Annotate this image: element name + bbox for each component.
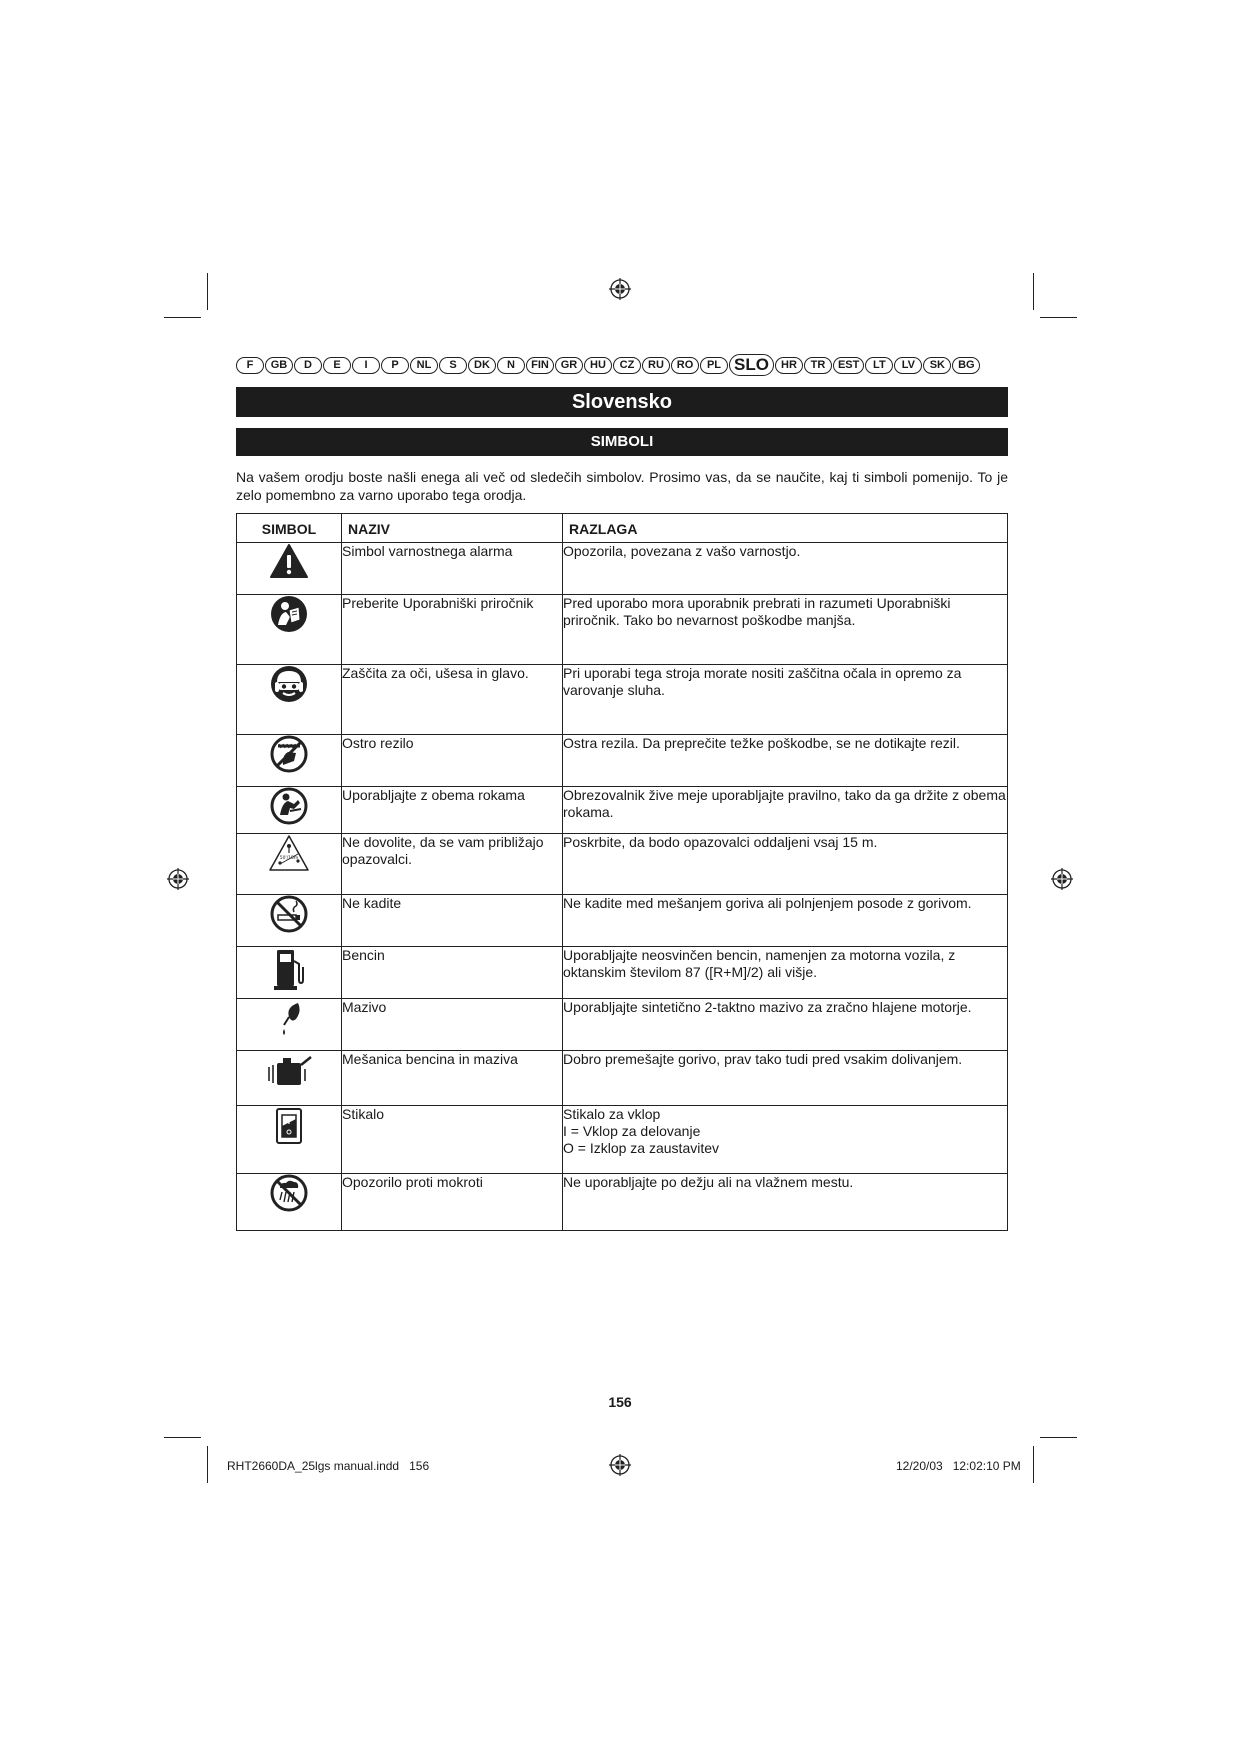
table-row <box>237 735 1008 787</box>
language-tab-gr[interactable]: GR <box>555 357 583 374</box>
header-symbol: SIMBOL <box>237 514 342 543</box>
language-tab-p[interactable]: P <box>381 357 409 374</box>
symbols-table <box>236 513 1008 1231</box>
crop-mark <box>207 273 208 310</box>
table-row <box>237 999 1008 1051</box>
language-tab-n[interactable]: N <box>497 357 525 374</box>
language-tab-dk[interactable]: DK <box>468 357 496 374</box>
language-tab-fin[interactable]: FIN <box>526 357 554 374</box>
symbol-cell <box>237 665 342 735</box>
symbol-cell <box>237 947 342 999</box>
crop-mark <box>1033 1446 1034 1483</box>
language-tab-ru[interactable]: RU <box>642 357 670 374</box>
symbol-name: Preberite Uporabniški priročnik <box>342 595 563 665</box>
language-tab-lv[interactable]: LV <box>894 357 922 374</box>
language-tab-hr[interactable]: HR <box>775 357 803 374</box>
crop-mark <box>1040 317 1077 318</box>
no-smoking-icon <box>270 895 308 933</box>
table-row <box>237 787 1008 834</box>
symbol-name: Bencin <box>342 947 563 999</box>
symbol-cell <box>237 1174 342 1231</box>
symbol-cell <box>237 787 342 834</box>
footer-filename: RHT2660DA_25lgs manual.indd 156 <box>227 1459 430 1473</box>
table-header-row <box>237 514 1008 543</box>
oil-drop-icon <box>272 999 306 1043</box>
language-tab-lt[interactable]: LT <box>865 357 893 374</box>
registration-mark-icon <box>609 278 631 300</box>
header-name: NAZIV <box>342 514 563 543</box>
symbol-name: Stikalo <box>342 1106 563 1174</box>
page-title: Slovensko <box>236 387 1008 417</box>
table-row <box>237 834 1008 895</box>
symbol-explanation <box>563 1106 1008 1174</box>
language-tab-nl[interactable]: NL <box>410 357 438 374</box>
footer-timestamp: 12/20/03 12:02:10 PM <box>896 1459 1021 1473</box>
crop-mark <box>207 1446 208 1483</box>
table-row <box>237 543 1008 595</box>
language-tab-hu[interactable]: HU <box>584 357 612 374</box>
switch-icon <box>274 1106 304 1146</box>
header-explanation: RAZLAGA <box>563 514 1008 543</box>
explanation-line: O = Izklop za zaustavitev <box>563 1140 720 1156</box>
table-row <box>237 665 1008 735</box>
symbol-name: Zaščita za oči, ušesa in glavo. <box>342 665 563 735</box>
table-row <box>237 895 1008 947</box>
registration-mark-icon <box>1051 868 1073 890</box>
symbol-explanation: Uporabljajte sintetično 2-taktno mazivo za zračno hlajene motorje. <box>563 999 1008 1051</box>
two-hands-icon <box>270 787 308 825</box>
warning-triangle-icon <box>269 543 309 579</box>
symbol-name: Ostro rezilo <box>342 735 563 787</box>
symbol-explanation: Pri uporabi tega stroja morate nositi zaščitna očala in opremo za varovanje sluha. <box>563 665 1008 735</box>
symbol-name: Ne dovolite, da se vam približajo opazovalci. <box>342 834 563 895</box>
symbol-name: Opozorilo proti mokroti <box>342 1174 563 1231</box>
language-tab-s[interactable]: S <box>439 357 467 374</box>
language-tab-tr[interactable]: TR <box>804 357 832 374</box>
symbol-explanation: Uporabljajte neosvinčen bencin, namenjen za motorna vozila, z oktanskim številom 87 ([R+M]/2) ali višje. <box>563 947 1008 999</box>
explanation-line: I = Vklop za delovanje <box>563 1123 701 1139</box>
crop-mark <box>1040 1437 1077 1438</box>
symbol-explanation: Obrezovalnik žive meje uporabljajte pravilno, tako da ga držite z obema rokama. <box>563 787 1008 834</box>
symbol-cell <box>237 735 342 787</box>
symbol-name: Mazivo <box>342 999 563 1051</box>
symbol-explanation: Pred uporabo mora uporabnik prebrati in razumeti Uporabniški priročnik. Tako bo nevarnost poškodbe manjša. <box>563 595 1008 665</box>
section-heading: SIMBOLI <box>236 428 1008 456</box>
symbol-explanation: Poskrbite, da bodo opazovalci oddaljeni vsaj 15 m. <box>563 834 1008 895</box>
table-row <box>237 595 1008 665</box>
symbol-cell <box>237 1106 342 1174</box>
registration-mark-icon <box>609 1454 631 1476</box>
language-tab-cz[interactable]: CZ <box>613 357 641 374</box>
table-row <box>237 1174 1008 1231</box>
language-tabs <box>236 355 1010 375</box>
symbol-explanation: Ne kadite med mešanjem goriva ali polnjenjem posode z gorivom. <box>563 895 1008 947</box>
crop-mark <box>164 1437 201 1438</box>
language-tab-slo-active[interactable]: SLO <box>729 354 774 376</box>
fuel-pump-icon <box>272 947 306 991</box>
fuel-mix-can-icon <box>263 1051 315 1091</box>
table-row <box>237 1051 1008 1106</box>
bystanders-distance-label: 50'/15m <box>279 856 299 861</box>
symbol-explanation: Dobro premešajte gorivo, prav tako tudi pred vsakim dolivanjem. <box>563 1051 1008 1106</box>
language-tab-sk[interactable]: SK <box>923 357 951 374</box>
registration-mark-icon <box>167 868 189 890</box>
language-tab-pl[interactable]: PL <box>700 357 728 374</box>
symbol-explanation: Ostra rezila. Da preprečite težke poškodbe, se ne dotikajte rezil. <box>563 735 1008 787</box>
language-tab-ro[interactable]: RO <box>671 357 699 374</box>
no-rain-icon <box>270 1174 308 1212</box>
intro-paragraph: Na vašem orodju boste našli enega ali več od sledečih simbolov. Prosimo vas, da se naučite, kaj ti simboli pomenijo. To je zelo pomembno za varno uporabo tega orodja. <box>236 469 1008 503</box>
language-tab-i[interactable]: I <box>352 357 380 374</box>
table-row <box>237 947 1008 999</box>
symbol-name: Uporabljajte z obema rokama <box>342 787 563 834</box>
symbol-name: Ne kadite <box>342 895 563 947</box>
crop-mark <box>164 317 201 318</box>
symbol-cell <box>237 999 342 1051</box>
table-row <box>237 1106 1008 1174</box>
symbol-cell <box>237 595 342 665</box>
language-tab-f[interactable]: F <box>236 357 264 374</box>
language-tab-e[interactable]: E <box>323 357 351 374</box>
language-tab-d[interactable]: D <box>294 357 322 374</box>
bystanders-distance-icon <box>268 834 310 872</box>
language-tab-gb[interactable]: GB <box>265 357 293 374</box>
symbol-cell <box>237 895 342 947</box>
page-number: 156 <box>608 1394 632 1410</box>
symbol-cell <box>237 1051 342 1106</box>
symbol-cell <box>237 834 342 895</box>
explanation-line: Stikalo za vklop <box>563 1106 661 1122</box>
language-tab-bg[interactable]: BG <box>952 357 980 374</box>
symbol-explanation: Ne uporabljajte po dežju ali na vlažnem mestu. <box>563 1174 1008 1231</box>
eye-ear-head-protection-icon <box>270 665 308 703</box>
read-manual-icon <box>270 595 308 633</box>
crop-mark <box>1033 273 1034 310</box>
sharp-blade-icon <box>270 735 308 773</box>
symbol-explanation: Opozorila, povezana z vašo varnostjo. <box>563 543 1008 595</box>
symbol-cell <box>237 543 342 595</box>
symbol-name: Mešanica bencina in maziva <box>342 1051 563 1106</box>
symbol-name: Simbol varnostnega alarma <box>342 543 563 595</box>
language-tab-est[interactable]: EST <box>833 357 864 374</box>
